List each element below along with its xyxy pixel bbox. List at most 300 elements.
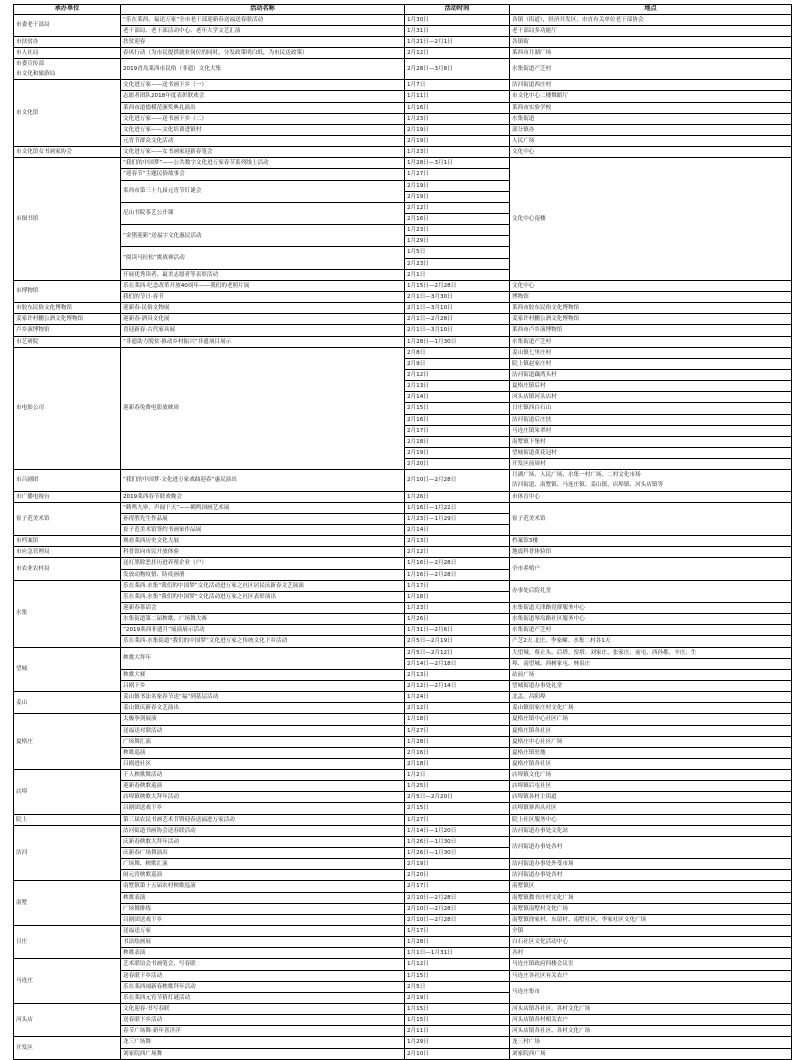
table-row	[14, 736, 792, 747]
location-cell: 店埠镇后屯社区	[510, 781, 792, 792]
table-row	[14, 703, 792, 714]
location-cell: 产芝2天 北庄、李家疃、水集二村各1天	[510, 636, 792, 647]
activity-time-cell: 1月24日	[405, 692, 510, 703]
table-row	[14, 558, 792, 569]
activity-time-cell: 2月19日	[405, 180, 510, 191]
location-cell: 河头店镇各村相关农户	[510, 1015, 792, 1026]
activity-time-cell: 2月11日	[405, 1026, 510, 1037]
organizer-cell: 市档案馆	[14, 536, 121, 547]
activity-time-cell: 2月20日	[405, 459, 510, 470]
table-row	[14, 792, 792, 803]
activity-name-cell: 送春联下乡活动	[121, 1015, 405, 1026]
location-cell: 姜家许村鹏公酒文化博物馆	[510, 314, 792, 325]
location-cell: 人民广场	[510, 136, 792, 147]
table-row	[14, 136, 792, 147]
activity-name-cell: 2019莱西春节联欢晚会	[121, 491, 405, 502]
activity-name-cell: 科普馆向市民开放体验	[121, 547, 405, 558]
activity-time-cell: 1月26日—1月30日	[405, 848, 510, 859]
organizer-cell: 马连庄	[14, 959, 121, 1004]
organizer-cell: 院上	[14, 814, 121, 825]
activity-name-cell: “迎春节”主题民俗故事会	[121, 169, 405, 180]
activity-name-cell: 乐在莱西闹新春秧歌拜年活动	[121, 981, 405, 992]
activity-time-cell: 2月14日	[405, 524, 510, 535]
activity-time-cell: 1月31日	[405, 25, 510, 36]
activity-name-cell: 崔子范美术馆签约书画家作品展	[121, 524, 405, 535]
activity-name-cell: “我们的中国梦·文化进万家戏曲迎春”惠民演出	[121, 470, 405, 491]
activity-table-container	[13, 4, 791, 1060]
table-row	[14, 14, 792, 25]
table-row	[14, 959, 792, 970]
activity-name-cell: 乐在莱西·纪念改革开放40周年——我们的老照片展	[121, 280, 405, 291]
location-cell: 马连庄各社区有关农户	[510, 970, 792, 981]
location-cell: 市文化中心二楼舞蹈厅	[510, 91, 792, 102]
activity-name-cell: 店埠镇秧歌大拜年活动	[121, 792, 405, 803]
table-row	[14, 113, 792, 124]
activity-name-cell: 我们的节日·春节	[121, 292, 405, 303]
table-row	[14, 680, 792, 691]
activity-time-cell: 2月19日	[405, 136, 510, 147]
location-cell: 日庄镇西白石山	[510, 403, 792, 414]
organizer-cell: 沽河	[14, 825, 121, 881]
activity-time-cell: 1月17日	[405, 580, 510, 591]
activity-name-cell: 莱西市第三十九届元宵节灯谜会	[121, 180, 405, 202]
activity-time-cell: 2月20日	[405, 870, 510, 881]
location-cell: 水集街道产芝村	[510, 336, 792, 347]
activity-time-cell: 1月15日—2月28日	[405, 280, 510, 291]
location-cell: 莱西市月湖广场	[510, 47, 792, 58]
activity-time-cell: 1月5日	[405, 247, 510, 258]
table-row	[14, 881, 792, 892]
table-row	[14, 625, 792, 636]
activity-name-cell: 春风行动（为市民提供就业岗位的同时，分发政策明白纸，为市民送政策）	[121, 47, 405, 58]
activity-name-cell: 孙得胜先生作品展	[121, 513, 405, 524]
activity-name-cell: 秧歌大拜年	[121, 647, 405, 669]
activity-name-cell: 观看莱西历史文化大展	[121, 536, 405, 547]
activity-time-cell: 1月12日	[405, 959, 510, 970]
table-row	[14, 714, 792, 725]
location-cell: 水集街道琴岛路社区服务中心	[510, 614, 792, 625]
location-cell: 水集街道产芝村	[510, 59, 792, 80]
location-cell: 市体育中心	[510, 491, 792, 502]
location-cell: 院上镇赵家庄村	[510, 358, 792, 369]
location-cell: 莱西市实验学校	[510, 102, 792, 113]
location-cell: 莱西市卢乡演博物馆	[510, 325, 792, 336]
table-row	[14, 325, 792, 336]
table-row	[14, 803, 792, 814]
table-row	[14, 1048, 792, 1059]
activity-time-cell: 1月16日—2月28日	[405, 558, 510, 569]
activity-time-cell: 1月29日	[405, 236, 510, 247]
activity-name-cell: 吕剧进社区	[121, 758, 405, 769]
activity-time-cell: 2月15日	[405, 403, 510, 414]
location-cell: 老干部局多功能厅	[510, 25, 792, 36]
activity-time-cell: 1月27日	[405, 814, 510, 825]
activity-time-cell: 1月26日	[405, 491, 510, 502]
location-cell: 档案馆3楼	[510, 536, 792, 547]
organizer-cell: 姜家许村鹏公酒文化博物馆	[14, 314, 121, 325]
table-row	[14, 502, 792, 513]
activity-name-cell: 开展优秀读者、最美志愿者等表彰活动	[121, 269, 405, 280]
table-body	[14, 14, 792, 1059]
activity-name-cell: 扶贫迎春	[121, 36, 405, 47]
activity-name-cell: 秧歌表演	[121, 948, 405, 959]
activity-name-cell: 乐在莱西·水集街道“我们的中国梦”文化进万家之传统文化下乡活动	[121, 636, 405, 647]
table-row	[14, 470, 792, 491]
activity-time-cell: 2月10日—2月28日	[405, 914, 510, 925]
table-row	[14, 491, 792, 502]
activity-time-cell: 1月30日	[405, 14, 510, 25]
activity-time-cell: 1月26日	[405, 614, 510, 625]
table-row	[14, 614, 792, 625]
activity-time-cell: 2月19日	[405, 191, 510, 202]
activity-name-cell: “阅读马拉松”挑战赛活动	[121, 247, 405, 269]
activity-time-cell: 1月16日	[405, 102, 510, 113]
activity-time-cell: 2月10日—2月28日	[405, 892, 510, 903]
activity-name-cell: 千人秧歌舞活动	[121, 770, 405, 781]
table-row	[14, 280, 792, 291]
location-cell: 姜山镇宿家庄村文化广场	[510, 703, 792, 714]
activity-time-cell: 2月14日	[405, 392, 510, 403]
location-cell: 刘家院西广场	[510, 1048, 792, 1059]
activity-time-cell: 1月1日—1月31日	[405, 948, 510, 959]
table-row	[14, 1004, 792, 1015]
activity-time-cell: 2月23日	[405, 258, 510, 269]
location-cell: 水集街道天津路党群服务中心	[510, 602, 792, 613]
location-cell: 河头店镇各社区、各村文化广场	[510, 1004, 792, 1015]
table-row	[14, 47, 792, 58]
table-row	[14, 859, 792, 870]
activity-time-cell: 1月11日	[405, 91, 510, 102]
table-row	[14, 36, 792, 47]
activity-time-cell: 2月10日—2月28日	[405, 470, 510, 491]
header-activity-name: 活动名称	[121, 5, 405, 15]
activity-name-cell: 春节广场舞·新年喜洋洋	[121, 1026, 405, 1037]
organizer-cell: 市博物馆	[14, 280, 121, 302]
activity-time-cell: 1月25日	[405, 781, 510, 792]
organizer-cell: 市胶东民俗文化博物馆	[14, 303, 121, 314]
activity-time-cell: 2月9日	[405, 358, 510, 369]
activity-name-cell: 闹元宵秧歌巡演	[121, 870, 405, 881]
activity-time-cell: 2月13日	[405, 669, 510, 680]
activity-time-cell: 2月1日	[405, 269, 510, 280]
table-row	[14, 314, 792, 325]
activity-time-cell: 2月12日	[405, 370, 510, 381]
location-cell: 莱西市胶东民俗文化博物馆	[510, 303, 792, 314]
table-row	[14, 292, 792, 303]
activity-time-cell: 2月14日—2月18日	[405, 658, 510, 669]
activity-name-cell: 广场舞排练	[121, 903, 405, 914]
organizer-cell: 市艺研院	[14, 336, 121, 347]
activity-time-cell: 2月5日—2月12日	[405, 647, 510, 658]
organizer-cell: 市委老干部局	[14, 14, 121, 36]
location-cell: 沽河街道后庄扶	[510, 414, 792, 425]
location-cell: 各村	[510, 948, 792, 959]
table-row	[14, 669, 792, 680]
table-row	[14, 580, 792, 591]
activity-name-cell: 庆新春广场舞演出	[121, 848, 405, 859]
location-cell: 文化中心南楼	[510, 158, 792, 281]
activity-name-cell: 迎新春秧歌巡演	[121, 781, 405, 792]
activity-name-cell: “我们的中国梦”——公共数字文化进万家春节系列线上活动	[121, 158, 405, 169]
organizer-cell: 市农业农村局	[14, 558, 121, 580]
table-row	[14, 747, 792, 758]
table-row	[14, 547, 792, 558]
table-row	[14, 602, 792, 613]
location-cell: 全镇	[510, 926, 792, 937]
activity-name-cell: 龙三广场舞	[121, 1037, 405, 1048]
location-cell: 河头店镇河头店村	[510, 392, 792, 403]
activity-time-cell: 2月1日—2月28日	[405, 314, 510, 325]
activity-time-cell: 1月23日	[405, 602, 510, 613]
activity-time-cell: 2月17日	[405, 425, 510, 436]
activity-name-cell: “2019莱西非遗月”展演展示活动	[121, 625, 405, 636]
table-row	[14, 937, 792, 948]
location-cell: 办事处后院礼堂	[510, 580, 792, 602]
activity-time-cell: 1月14日—1月20日	[405, 825, 510, 836]
activity-time-cell: 1月23日—1月29日	[405, 513, 510, 524]
table-row	[14, 158, 792, 169]
table-row	[14, 981, 792, 992]
location-cell: 沽河街道办事处外受市场	[510, 859, 792, 870]
table-row	[14, 948, 792, 959]
location-cell: 各镇街	[510, 36, 792, 47]
activity-name-cell: 送春联下乡活动	[121, 970, 405, 981]
table-row	[14, 725, 792, 736]
activity-time-cell: 2月18日	[405, 758, 510, 769]
table-row	[14, 758, 792, 769]
activity-name-cell: 文化进万家——女书画家迎新春笔会	[121, 147, 405, 158]
table-row	[14, 892, 792, 903]
activity-name-cell: 书法绘画展	[121, 937, 405, 948]
table-row	[14, 1026, 792, 1037]
activity-name-cell: 文化进万家——送书画下乡（二）	[121, 113, 405, 124]
activity-time-cell: 1月7日	[405, 80, 510, 91]
organizer-cell: 市文化馆女书画家协会	[14, 147, 121, 158]
location-cell: 马连庄镇政府四楼会议室	[510, 959, 792, 970]
activity-time-cell: 2月1日—3月10日	[405, 325, 510, 336]
activity-name-cell: 迎新春·酒具文化展	[121, 314, 405, 325]
location-cell: 夏格庄中心社区广场	[510, 736, 792, 747]
activity-name-cell: “非遗助力脱贫·推动乡村振兴”非遗项目展示	[121, 336, 405, 347]
location-cell: 沽河街道办事处各村	[510, 836, 792, 858]
location-cell: 夏格庄镇驻地	[510, 747, 792, 758]
activity-time-cell: 2月12日	[405, 202, 510, 213]
activity-time-cell: 2月16日	[405, 214, 510, 225]
activity-time-cell: 1月16日—1月22日	[405, 502, 510, 513]
header-organizer: 承办单位	[14, 5, 121, 15]
activity-name-cell: 2019青岛莱西市民俗（非遗）文化大集	[121, 59, 405, 80]
organizer-cell: 市应急管理局	[14, 547, 121, 558]
activity-time-cell: 2月16日	[405, 414, 510, 425]
activity-time-cell: 1月29日	[405, 1037, 510, 1048]
activity-time-cell: 2月10日—2月28日	[405, 903, 510, 914]
activity-name-cell: 迎新春·民俗文物展	[121, 303, 405, 314]
location-cell: 水集街道	[510, 113, 792, 124]
activity-name-cell: 广场舞、秧歌汇演	[121, 859, 405, 870]
location-cell: 南墅镇教书庄村文化广场	[510, 892, 792, 903]
table-row	[14, 80, 792, 91]
activity-name-cell: 南墅镇第十五届农村秧歌巡演	[121, 881, 405, 892]
location-cell: 院上社区服务中心	[510, 814, 792, 825]
location-cell: 水集街道产芝村	[510, 625, 792, 636]
organizer-cell: 望城	[14, 647, 121, 692]
activity-name-cell: 老干部局、老干部活动中心、老年大学文艺汇演	[121, 25, 405, 36]
location-cell: 沽河街道办事处文化站	[510, 825, 792, 836]
activity-name-cell: 志愿者团队2018年度表彰联欢会	[121, 91, 405, 102]
activity-name-cell: 送福送对联活动	[121, 725, 405, 736]
activity-time-cell: 1月18日	[405, 591, 510, 602]
activity-time-cell: 1月23日	[405, 113, 510, 124]
activity-name-cell: 艺术联谊会书画笔会、写春联	[121, 959, 405, 970]
activity-name-cell: “乐在莱西，福送万家”全市老干部迎新春送福送春联活动	[121, 14, 405, 25]
location-cell: 大望城、蔡止头、后塔、窑塔、刘家庄、张家庄、前屯、西孙都、辛庄、生	[510, 647, 792, 658]
table-row	[14, 825, 792, 836]
organizer-cell: 市人社局	[14, 47, 121, 58]
table-row	[14, 814, 792, 825]
table-row	[14, 347, 792, 358]
activity-time-cell: 2月12日—2月14日	[405, 680, 510, 691]
location-cell: 河头店镇各社区、各村文化广场	[510, 1026, 792, 1037]
activity-time-cell: 1月21日—2月1日	[405, 36, 510, 47]
organizer-cell: 南墅	[14, 881, 121, 926]
activity-name-cell: 太极拳剑展演	[121, 714, 405, 725]
location-cell: 龙三村广场	[510, 1037, 792, 1048]
organizer-cell: 日庄	[14, 926, 121, 959]
table-row	[14, 303, 792, 314]
activity-time-cell: 1月31日—2月6日	[405, 625, 510, 636]
activity-name-cell: 吕剧团送戏下乡	[121, 914, 405, 925]
table-row	[14, 124, 792, 135]
activity-name-cell: 文化进万家——送书画下乡（一）	[121, 80, 405, 91]
table-row	[14, 1015, 792, 1026]
location-cell: 店埠镇寨西头社区	[510, 803, 792, 814]
activity-name-cell: 姜山镇庆新春文艺演出	[121, 703, 405, 714]
location-cell: 夏格庄镇各社区	[510, 758, 792, 769]
table-row	[14, 25, 792, 36]
organizer-cell: 河头店	[14, 1004, 121, 1037]
activity-time-cell: 1月18日	[405, 714, 510, 725]
location-cell: 马连庄镇朱翠村	[510, 425, 792, 436]
activity-name-cell: “金猪迎新”送福字文化惠民活动	[121, 225, 405, 247]
activity-time-cell: 1月23日	[405, 147, 510, 158]
activity-name-cell: 吕剧下乡	[121, 680, 405, 691]
location-cell: 地震科普体验馆	[510, 547, 792, 558]
organizer-cell: 夏格庄	[14, 714, 121, 770]
table-row	[14, 1037, 792, 1048]
activity-name-cell: 文化迎春·书写春联	[121, 1004, 405, 1015]
organizer-cell: 市文化馆	[14, 80, 121, 147]
activity-time-cell: 2月5日	[405, 981, 510, 992]
location-cell: 夏格庄镇中心社区广场	[510, 714, 792, 725]
activity-name-cell: 莱西市道德模范颁奖典礼演出	[121, 102, 405, 113]
location-cell: 北孟、昌阳埠	[510, 692, 792, 703]
location-cell: 马连庄集市	[510, 981, 792, 1003]
activity-name-cell: 发放动物疫情、防疫画册	[121, 569, 405, 580]
location-cell: 各镇（街道），经济开发区，市直有关单位老干部协会	[510, 14, 792, 25]
organizer-cell: 市扶贫办	[14, 36, 121, 47]
activity-time-cell: 2月16日	[405, 747, 510, 758]
activity-time-cell: 2月19日	[405, 859, 510, 870]
activity-time-cell: 1月27日	[405, 725, 510, 736]
activity-name-cell: 沽河街道书画协会送春联活动	[121, 825, 405, 836]
activity-name-cell: 元宵节群众文化活动	[121, 136, 405, 147]
activity-time-cell: 1月2日	[405, 770, 510, 781]
activity-name-cell: 秧歌巡演	[121, 747, 405, 758]
table-row	[14, 903, 792, 914]
organizer-cell: 市吕剧团	[14, 470, 121, 491]
activity-name-cell: 吕剧团送戏下乡	[121, 803, 405, 814]
header-activity-time: 活动时间	[405, 5, 510, 15]
activity-time-cell: 2月5日—2月20日	[405, 792, 510, 803]
activity-name-cell: 尼山书院茶艺公开课	[121, 202, 405, 224]
activity-name-cell: 庆新春秧歌大拜年活动	[121, 836, 405, 847]
organizer-cell: 市委宣传部 市文化和旅游局	[14, 59, 121, 80]
activity-time-cell: 1月28日—3月1日	[405, 158, 510, 169]
activity-name-cell: 乐在莱西.水集“我们的中国梦”文化活动进万家之社区居民庆新春文艺展演	[121, 580, 405, 591]
activity-time-cell: 1月15日	[405, 1015, 510, 1026]
activity-time-cell: 1月16日—2月28日	[405, 569, 510, 580]
table-row	[14, 147, 792, 158]
location-cell: 夏格庄镇各社区	[510, 725, 792, 736]
activity-time-cell: 2月19日	[405, 447, 510, 458]
activity-time-cell: 1月26日—1月30日	[405, 836, 510, 847]
activity-name-cell: 刘家院西广场舞	[121, 1048, 405, 1059]
table-header-row	[14, 5, 792, 15]
activity-time-cell: 1月23日	[405, 225, 510, 236]
activity-time-cell: 2月17日	[405, 881, 510, 892]
organizer-cell: 店埠	[14, 770, 121, 815]
location-cell: 南墅镇南墅村文化广场	[510, 903, 792, 914]
activity-time-cell: 2月13日	[405, 536, 510, 547]
activity-name-cell: 秧歌表演	[121, 892, 405, 903]
table-row	[14, 870, 792, 881]
location-cell: 白石社区文化活动中心	[510, 937, 792, 948]
activity-name-cell: 文化进万家——文化培训进镇村	[121, 124, 405, 135]
location-cell: 文化中心	[510, 147, 792, 158]
table-row	[14, 102, 792, 113]
activity-time-cell: 2月13日	[405, 381, 510, 392]
activity-time-cell: 2月12日	[405, 547, 510, 558]
activity-name-cell: “鹤鸣九皋，声闻于天”——鹤鸣国画艺术展	[121, 502, 405, 513]
organizer-cell: 市广播电视台	[14, 491, 121, 502]
activity-name-cell: 乐在莱西.水集“我们的中国梦”文化活动进万家之社区表彰演出	[121, 591, 405, 602]
activity-time-cell: 2月19日	[405, 124, 510, 135]
table-row	[14, 926, 792, 937]
activity-time-cell: 2月28日—3月8日	[405, 59, 510, 80]
activity-name-cell: 水集街道第二届秧歌、广场舞大赛	[121, 614, 405, 625]
table-row	[14, 970, 792, 981]
activity-name-cell: 广场舞汇演	[121, 736, 405, 747]
location-cell: 南墅镇徐家村、东留村、南墅社区、李家社区文化广场	[510, 914, 792, 925]
activity-name-cell: 送福送万家	[121, 926, 405, 937]
table-row	[14, 836, 792, 847]
activity-name-cell: 乐在莱西元宵节猜灯谜活动	[121, 992, 405, 1003]
location-cell: 部分镇办	[510, 124, 792, 135]
location-cell: 夏格庄镇后村	[510, 381, 792, 392]
activity-name-cell: 迎新春茶话会	[121, 602, 405, 613]
activity-time-cell: 2月1日—3月30日	[405, 292, 510, 303]
location-cell: 文化中心	[510, 280, 792, 291]
activity-time-cell: 2月1日—3月10日	[405, 303, 510, 314]
location-cell: 南墅镇下堡村	[510, 436, 792, 447]
activity-time-cell: 1月27日	[405, 169, 510, 180]
location-cell: 望城街道办事处礼堂	[510, 680, 792, 691]
activity-schedule-table	[13, 4, 792, 1060]
activity-time-cell: 2月12日	[405, 47, 510, 58]
activity-time-cell: 2月8日	[405, 347, 510, 358]
table-row	[14, 536, 792, 547]
organizer-cell: 卢乡演博物馆	[14, 325, 121, 336]
